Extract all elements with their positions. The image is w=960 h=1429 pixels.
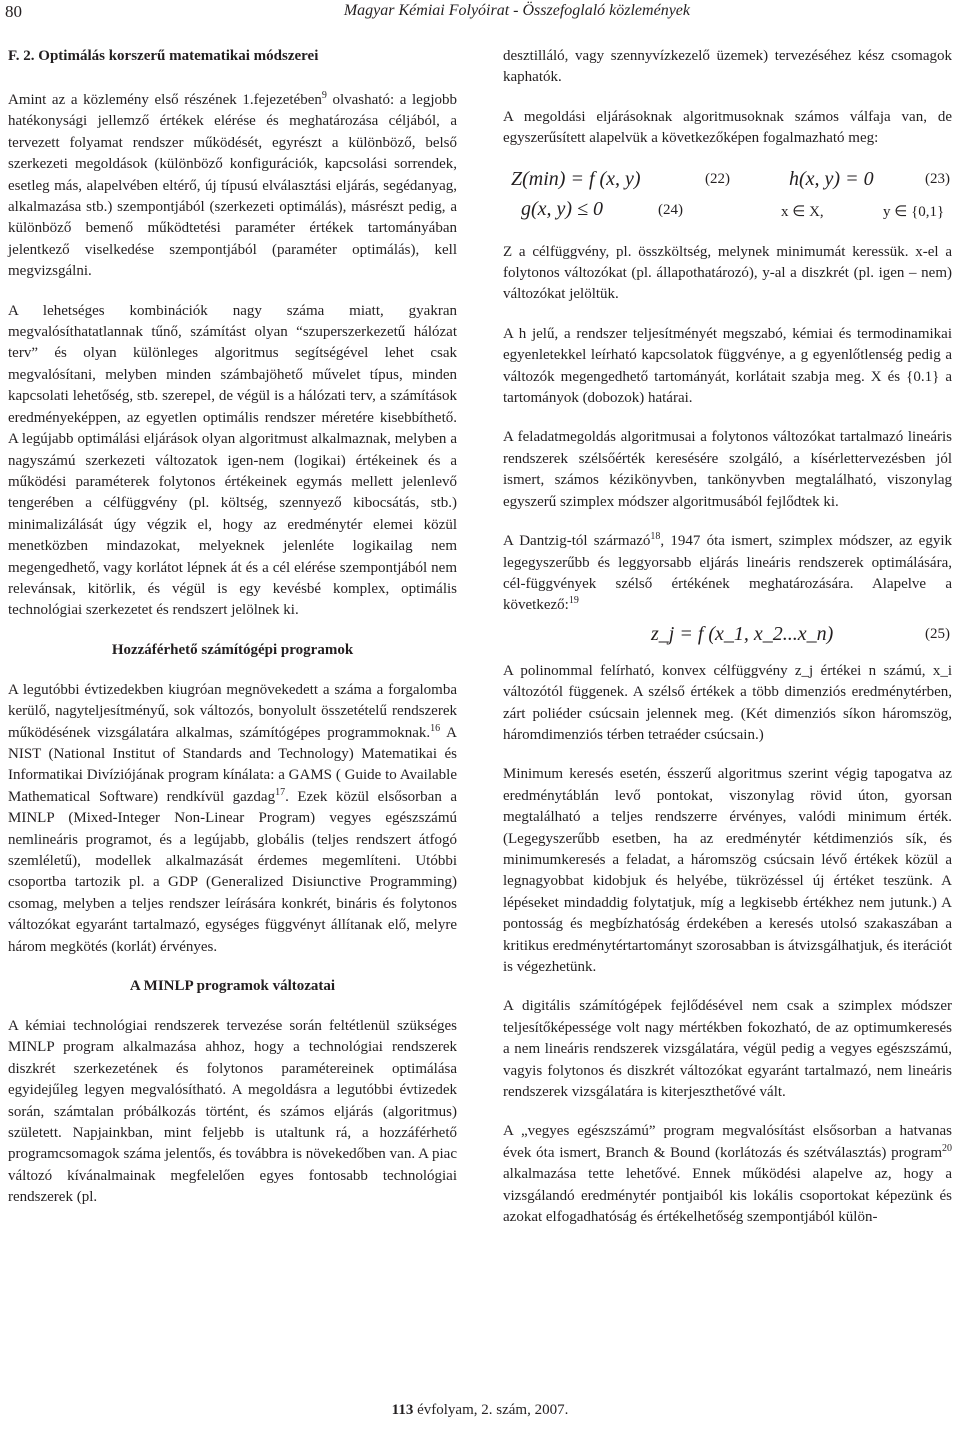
- journal-title: Magyar Kémiai Folyóirat - Összefoglaló közlemények: [343, 2, 690, 19]
- equation-row: [503, 198, 952, 228]
- equation-row: [503, 623, 952, 653]
- citation: 18: [650, 531, 661, 543]
- paragraph: A megoldási eljárásoknak algoritmusoknak számos válfaja van, de egyszerűsített alapelvük a következőképen fogalmazható meg:: [503, 108, 952, 147]
- page-number: 80: [5, 2, 22, 21]
- paragraph: A lehetséges kombinációk nagy száma miatt, gyakran megvalósíthatatlannak tűnő, számítást olyan “szuperszerkezetű hálózat terv” és olyan különleges algoritmus segítségével lehet csak megvalósítani, melyben minden számbajöhető művelet típus, minden kapcsolati lehetőség, stb. szerepel, de végül is a hálózati terv, a számítások eredményeképpen, az egyetlen optimális rendszer méretére kisebbíthető. A legújabb optimálási eljárások olyan algoritmust alkalmaznak, melyben a nagyszámú szerkezeti változatok igen-nem (logikai) értékeinek és a működési paraméterek folytonos értékeinek egymás mellett jelenlevő tengerében a célfüggvény (pl. költség, szennyező kibocsátás, stb.) minimalizálását úgy végzik el, hogy az eredménytér elemei közül menetközben mindazokat, melyeknek jelenléte logikailag nem megengedhető, vagy korlátot lépnek át és a cél elérése szempontjából nem relevánsak, kitörlik, és végül is egy kevésbé komplex, optimális technológiai szerkezetet és rendszert jelölnek ki.: [8, 302, 457, 619]
- paragraph: A legutóbbi évtizedekben kiugróan megnövekedett a száma a forgalomba kerülő, nagyteljesítményű, sok változós, bonyolult összetételű rendszerek működésének vizsgálatára alkalmas, számítógépes programmoknak.$^{16}$ A NIST (National Institut of Standards and Technology) Matematikai és Informatikai Divíziójának program kínálata: a GAMS ( Guide to Available Mathematical Software) rendkívül gazdag$^{17}$. Ezek közül elsősorban a MINLP (Mixed-Integer Non-Linear Program) vegyes egészszámú nemlineáris programot, és a legújabb, globális (teljes rendszert átfogó szemléletű), modellek alkalmazását érdemes megemlíteni. Utóbbi csoportba tartozik pl. a GDP (Generalized Disiunctive Programming) csomag, melyben a teljes rendszer leírására konkrét, bináris és folytonos változókat egyaránt tartalmazó, egységes függvényt állítanak elő, melyre három megkötés (korlát) érvényes.: [8, 681, 457, 955]
- page-footer: [0, 1402, 960, 1419]
- left-column: [8, 46, 457, 1227]
- paragraph: A digitális számítógépek fejlődésével nem csak a szimplex módszer teljesítőképessége volt nagy mértékben fokozható, de az optimumkeresés a nem lineáris rendszerek vizsgálatára, végül pedig a vegyes egészszámú, vagyis folytonos és diszkrét változókat egyaránt tartalmazó, nem lineáris rendszerek vizsgálatára is kiterjeszthetővé vált.: [503, 998, 952, 1101]
- equation-number: (24): [658, 201, 683, 218]
- paragraph: A Dantzig-tól származó$^{18}$, 1947 óta ismert, szimplex módszer, az egyik legegyszerűbb és leggyorsabb eljárás lineáris rendszerek optimálására, cél-függvények szélső értékének meghatározására. Alapelve a következő:$^{19}$: [503, 531, 952, 614]
- volume-issue-year: évfolyam, 2. szám, 2007.: [413, 1402, 569, 1418]
- section-heading-optimization: F. 2. Optimálás korszerű matematikai módszerei: [8, 48, 319, 64]
- equation-number: (25): [925, 625, 950, 642]
- citation: 19: [568, 595, 579, 607]
- paragraph: desztilláló, vagy szennyvízkezelő üzemek) tervezéséhez kész csomagok kaphatók.: [503, 48, 952, 86]
- domain-y: y ∈ {0,1}: [883, 203, 945, 220]
- citation: 17: [275, 786, 286, 798]
- paragraph: Z a célfüggvény, pl. összköltség, melynek minimumát keressük. x-el a folytonos változókat (pl. állapothatározó), y-al a diszkrét (pl. igen – nem) változókat jelöltük.: [503, 243, 952, 303]
- paragraph: Minimum keresés esetén, ésszerű algoritmus szerint végig tapogatva az eredménytáblán levő pontokat, viszonylag rövid úton, gyorsan megtalálható a teljes rendszerre érvényes, valódi minimum érték. (Legegyszerűbb esetben, ha az eredménytér kétdimenziós sík, és minimumkeresés a feladat, a háromszög csúcsain lévő értékek közül a legnagyobbat kidobjuk és helyébe, tükrözéssel új értéket teszünk. A lépéseket mindaddig folytatjuk, míg a legkisebb értékhez nem jutunk.) A pontosság és megbízhatóság érdekében a keresés utolsó szakaszában a kritikus eredménytértartományt szorosabban is átvizsgálhatjuk, és iterációt is végezhetünk.: [503, 766, 952, 975]
- equation-number: (23): [925, 170, 950, 187]
- citation: 16: [430, 722, 441, 734]
- right-column: [503, 46, 952, 1246]
- domain-x: x ∈ X,: [781, 203, 824, 220]
- volume-number: 113: [391, 1402, 414, 1418]
- paragraph: A h jelű, a rendszer teljesítményét megszabó, kémiai és termodinamikai egyenletekkel leírható kapcsolatok függvénye, a g egyenlőtlenség pedig a változók megengedhető tartományát, korlátait szabja meg. X és {0.1} a tartományok (dobozok) határai.: [503, 325, 952, 407]
- equation-row: [503, 168, 952, 198]
- paragraph: Amint az a közlemény első részének 1.fejezetében$^9$ olvasható: a legjobb hatékonysági jellemző értékek elérése és meghatározása céljából, a tervezett folyamat rendszer működését, egyrészt a különböző, belső szerkezeti megoldások (különböző konfigurációk, kapcsolási sorrendek, esetleg más, alapelvében eltérő, új típusú elválasztási eljárás, segédanyag, alkalmazása stb.) szempontjából (szerkezeti optimálás), másrészt pedig, a különböző bemenő működtetési paraméter értékek tartományában jelentkező viselkedése szempontjából (paraméter optimálás), kell megvizsgálni.: [8, 90, 457, 280]
- paragraph: A „vegyes egészszámú” program megvalósítást elsősorban a hatvanas évek óta ismert, Branch & Bound (korlátozás és szétválasztás) program$^{20}$ alkalmazása tette lehetővé. Ennek működési alapelve az, hogy a vizsgálandó eredménytér pontjaiból kis lokális csoportokat képezünk és azokat elfogadhatóság és értékelhetőség szempontjából külön-: [503, 1123, 952, 1226]
- section-heading-minlp: A MINLP programok változatai: [129, 978, 336, 995]
- citation: 20: [942, 1142, 952, 1154]
- equation-23: h(x, y) = 0: [789, 167, 874, 190]
- equation-25: z_j = f (x_1, x_2...x_n): [651, 622, 834, 645]
- citation: 9: [321, 90, 327, 101]
- page-header: [0, 0, 960, 28]
- paragraph: A feladatmegoldás algoritmusai a folytonos változókat tartalmazó lineáris rendszerek szélsőérték keresésére szolgáló, a kísérlettervezésben jól ismert, számos kézikönyvben, tankönyvben megtalálható, viszonylag egyszerű szimplex módszer algoritmusából fejlődtek ki.: [503, 429, 952, 510]
- paragraph: A polinommal felírható, konvex célfüggvény z_j értékei n számú, x_i változótól függenek. A szélső értékek a több dimenziós eredménytérben, zárt poliéder csúcsain jelennek meg. (Két dimenziós síkon háromszög, háromdimenziós térben tetraéder csúcsain.): [503, 662, 952, 743]
- equation-number: (22): [705, 170, 730, 187]
- equation-24: g(x, y) ≤ 0: [521, 197, 604, 220]
- equation-22: Z(min) = f (x, y): [511, 167, 641, 190]
- paragraph: A kémiai technológiai rendszerek tervezése során feltétlenül szükséges MINLP program alkalmazása ahhoz, hogy a technológiai rendszerek diszkrét szerkezetének és folytonos paramétereinek optimálása egyidejűleg legyen megvalósítható. A megoldásra a legutóbbi évtizedek során, számtalan próbálkozás történt, és számos eljárás (algoritmus) született. Napjainkban, mint feljebb is utaltunk rá, a hozzáférhető programcsomagok száma jelentős, és továbbra is növekedőben van. A piac változó kívánalmainak megfelelően egyes fontosabb technológiai rendszerek (pl.: [8, 1018, 457, 1206]
- section-heading-software: Hozzáférhető számítógépi programok: [111, 641, 354, 658]
